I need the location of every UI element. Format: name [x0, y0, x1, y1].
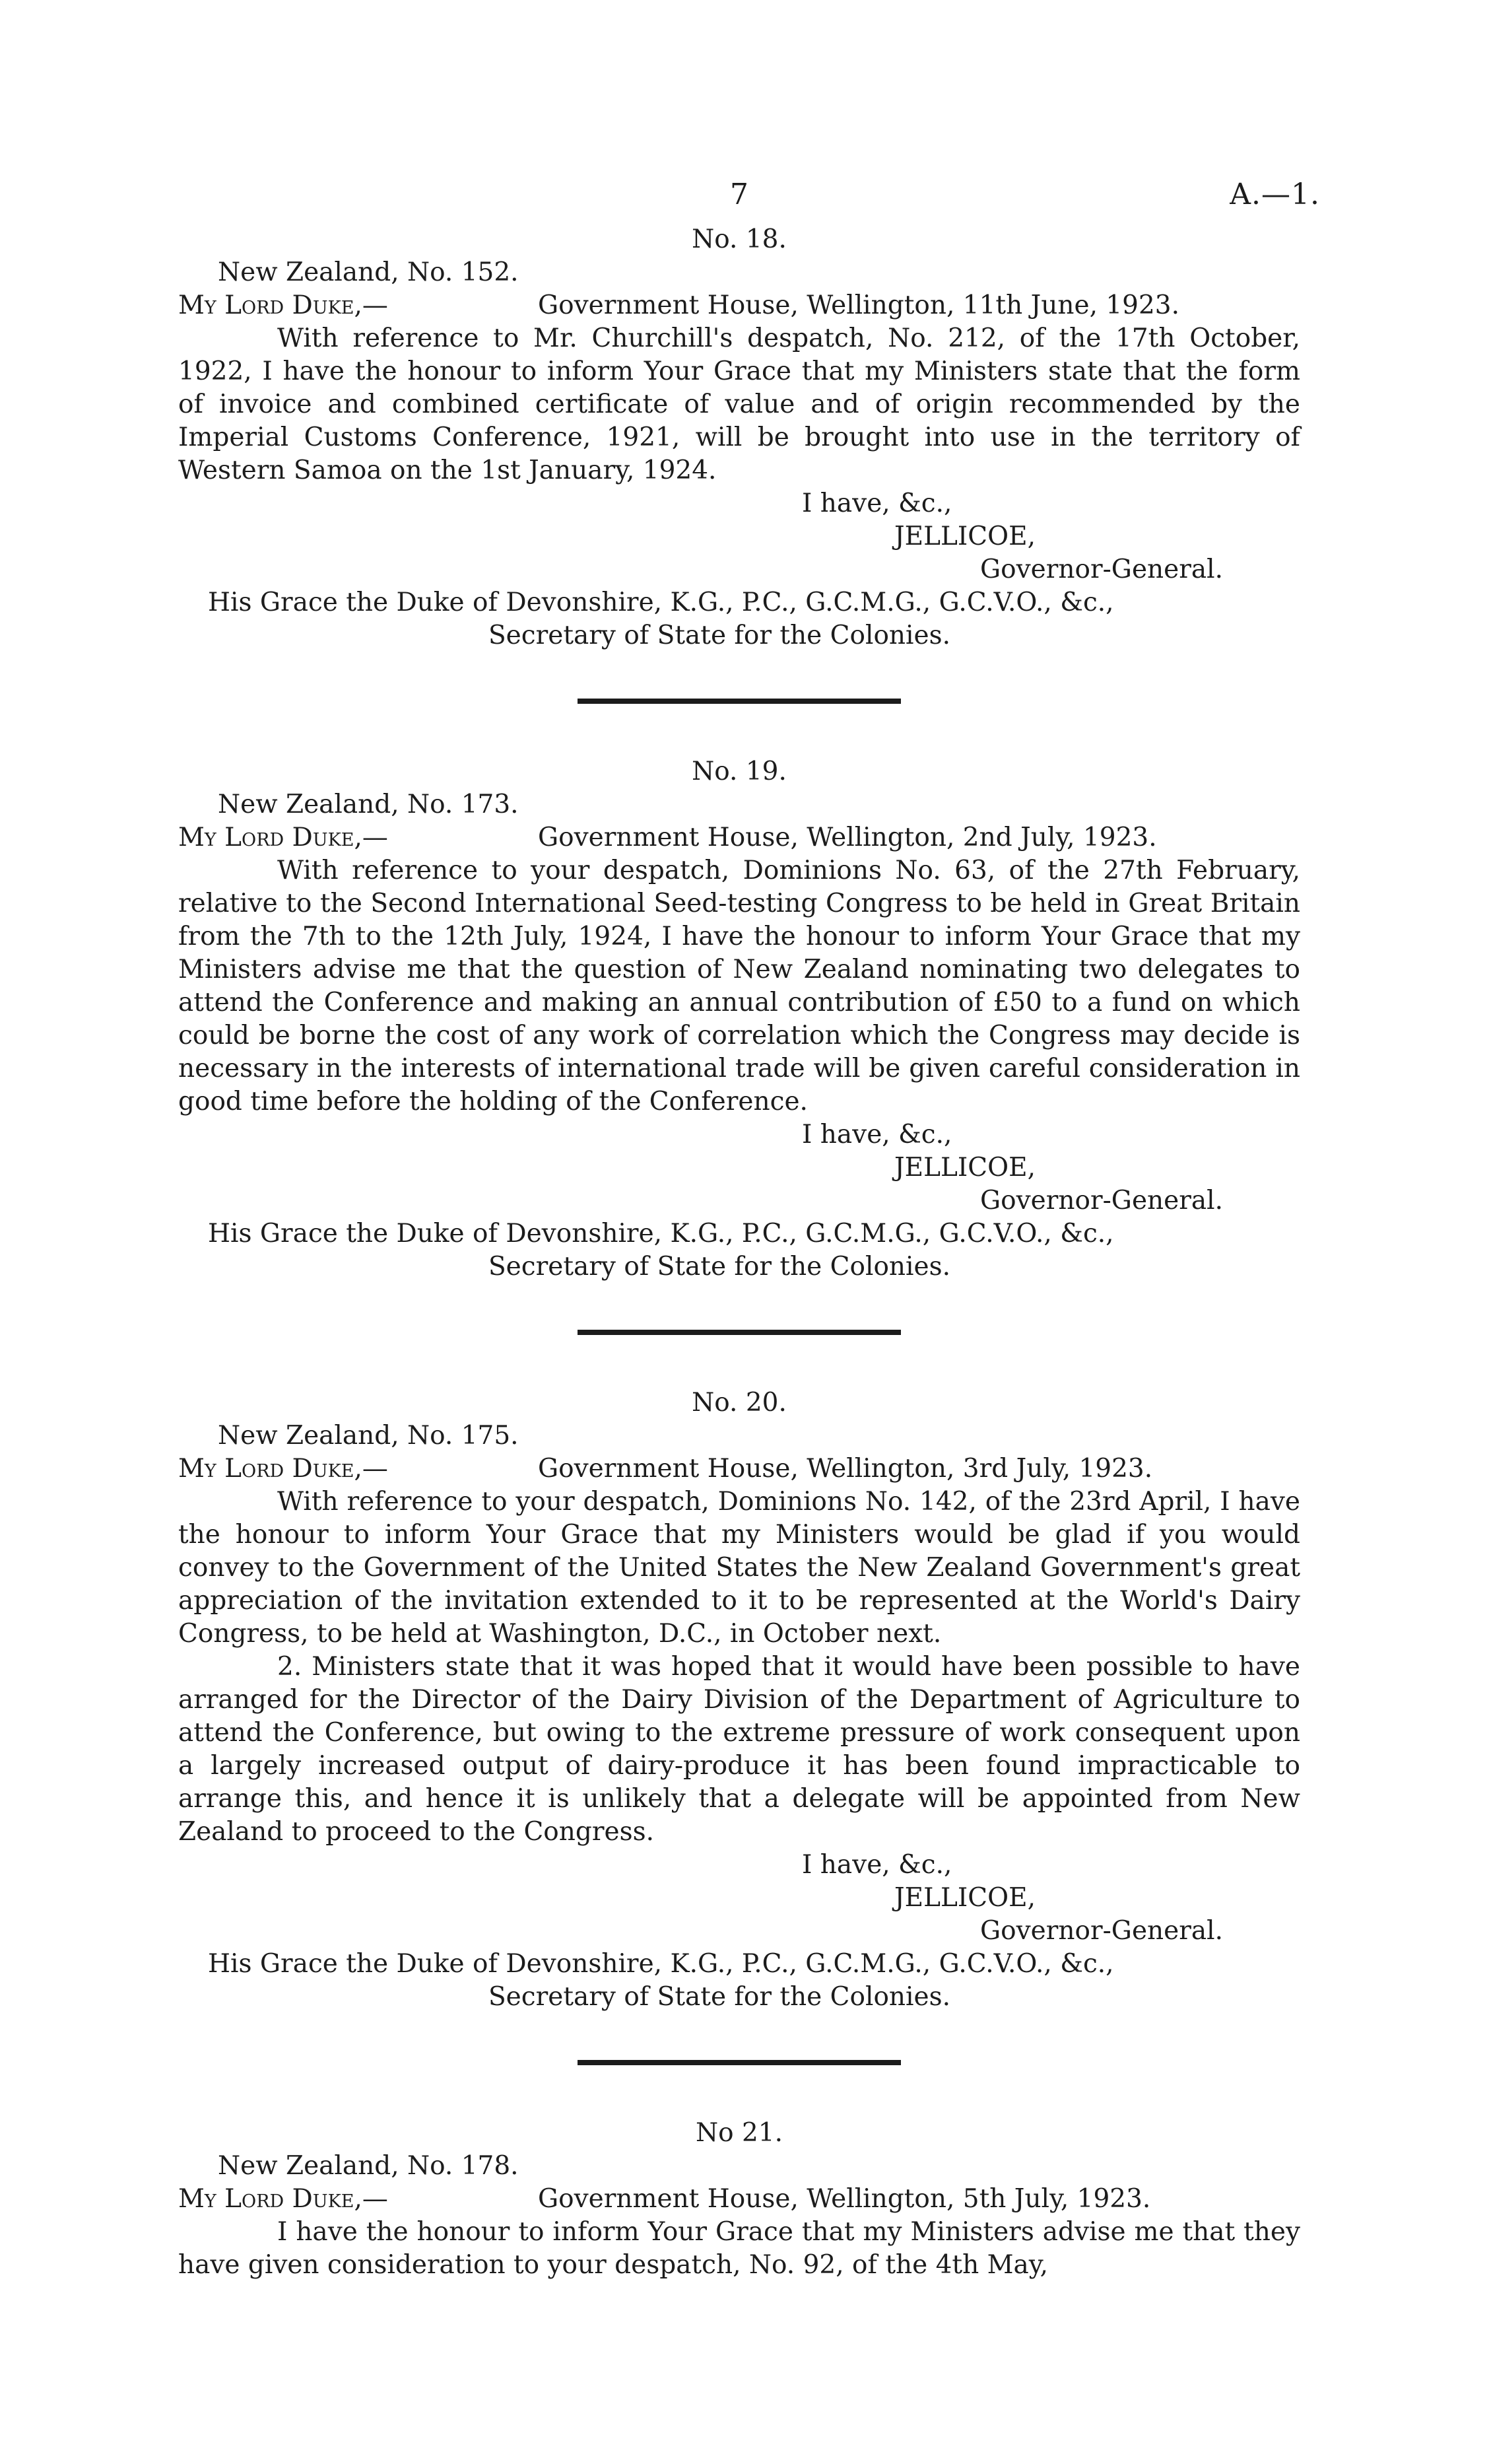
section-divider [578, 1330, 901, 1335]
closing: I have, &c., [802, 1850, 952, 1880]
paragraph: With reference to Mr. Churchill's despatch, No. 212, of the 17th October, 1922, I have the honour to inform Your Grace that my Ministers state that the form of invoice and combined certificate of value and of origin recommended by the Imperial Customs Conference, 1921, will be brought into use in the territory of Western Samoa on the 1st January, 1924. [178, 324, 1300, 485]
section-divider [578, 699, 901, 704]
place-date: Government House, Wellington, 5th July, 1923. [538, 2184, 1151, 2214]
paragraph: With reference to your despatch, Dominions No. 142, of the 23rd April, I have the honour to inform Your Grace that my Ministers would be glad if you would convey to the Government of the United States the New Zealand Government's great appreciation of the invitation extended to it to be represented at the World's Dairy Congress, to be held at Washington, D.C., in October next. [178, 1487, 1300, 1649]
signatory-title: Governor-General. [980, 1916, 1224, 1946]
salutation: My Lord Duke,— [178, 291, 388, 320]
place-date: Government House, Wellington, 3rd July, 1923. [538, 1454, 1153, 1484]
signature: JELLICOE, [894, 1883, 1036, 1913]
despatch-reference: New Zealand, No. 175. [218, 1421, 519, 1451]
salutation: My Lord Duke,— [178, 1454, 388, 1484]
addressee-title: Secretary of State for the Colonies. [488, 1982, 951, 2012]
series-reference: A.—1. [1230, 178, 1320, 211]
addressee: His Grace the Duke of Devonshire, K.G., P.C., G.C.M.G., G.C.V.O., &c., [208, 1949, 1114, 1979]
page-header [178, 172, 1320, 218]
section-divider [578, 2060, 901, 2065]
addressee: His Grace the Duke of Devonshire, K.G., P.C., G.C.M.G., G.C.V.O., &c., [208, 1219, 1114, 1249]
salutation: My Lord Duke,— [178, 823, 388, 852]
document-page [178, 172, 1320, 2282]
addressee-title: Secretary of State for the Colonies. [488, 621, 951, 650]
place-date: Government House, Wellington, 11th June, 1923. [538, 291, 1180, 320]
letter-number: No 21. [695, 2118, 783, 2148]
signatory-title: Governor-General. [980, 1186, 1224, 1215]
signature: JELLICOE, [894, 522, 1036, 551]
despatch-reference: New Zealand, No. 152. [218, 257, 519, 287]
place-date: Government House, Wellington, 2nd July, 1923. [538, 823, 1157, 852]
page-number: 7 [730, 178, 748, 211]
letter-18 [178, 223, 1300, 652]
closing: I have, &c., [802, 489, 952, 518]
salutation: My Lord Duke,— [178, 2184, 388, 2214]
letter-19 [178, 755, 1300, 1283]
paragraph: 2. Ministers state that it was hoped that it would have been possible to have arranged for the Director of the Dairy Division of the Department of Agriculture to attend the Conference, but owing to the extreme pressure of work consequent upon a largely increased output of dairy-produce it has been found impracticable to arrange this, and hence it is unlikely that a delegate will be appointed from New Zealand to proceed to the Congress. [178, 1652, 1300, 1847]
paragraph: I have the honour to inform Your Grace that my Ministers advise me that they have given consideration to your despatch, No. 92, of the 4th May, [178, 2217, 1300, 2280]
salutation-line [178, 821, 1300, 854]
letter-21 [178, 2117, 1300, 2282]
despatch-reference: New Zealand, No. 173. [218, 790, 519, 819]
despatch-reference: New Zealand, No. 178. [218, 2151, 519, 2181]
salutation-line [178, 2183, 1300, 2216]
letter-number: No. 20. [692, 1388, 787, 1418]
letter-number: No. 19. [692, 757, 787, 786]
closing: I have, &c., [802, 1120, 952, 1149]
signature: JELLICOE, [894, 1153, 1036, 1182]
letter-20 [178, 1386, 1300, 2014]
addressee: His Grace the Duke of Devonshire, K.G., P.C., G.C.M.G., G.C.V.O., &c., [208, 588, 1114, 617]
addressee-title: Secretary of State for the Colonies. [488, 1252, 951, 1282]
salutation-line [178, 1453, 1300, 1486]
salutation-line [178, 289, 1300, 322]
signatory-title: Governor-General. [980, 555, 1224, 584]
paragraph: With reference to your despatch, Dominions No. 63, of the 27th February, relative to the Second International Seed-testing Congress to be held in Great Britain from the 7th to the 12th July, 1924, I have the honour to inform Your Grace that my Ministers advise me that the question of New Zealand nominating two delegates to attend the Conference and making an annual contribution of £50 to a fund on which could be borne the cost of any work of correlation which the Congress may decide is necessary in the interests of international trade will be given careful consideration in good time before the holding of the Conference. [178, 856, 1300, 1116]
letter-number: No. 18. [692, 224, 787, 254]
